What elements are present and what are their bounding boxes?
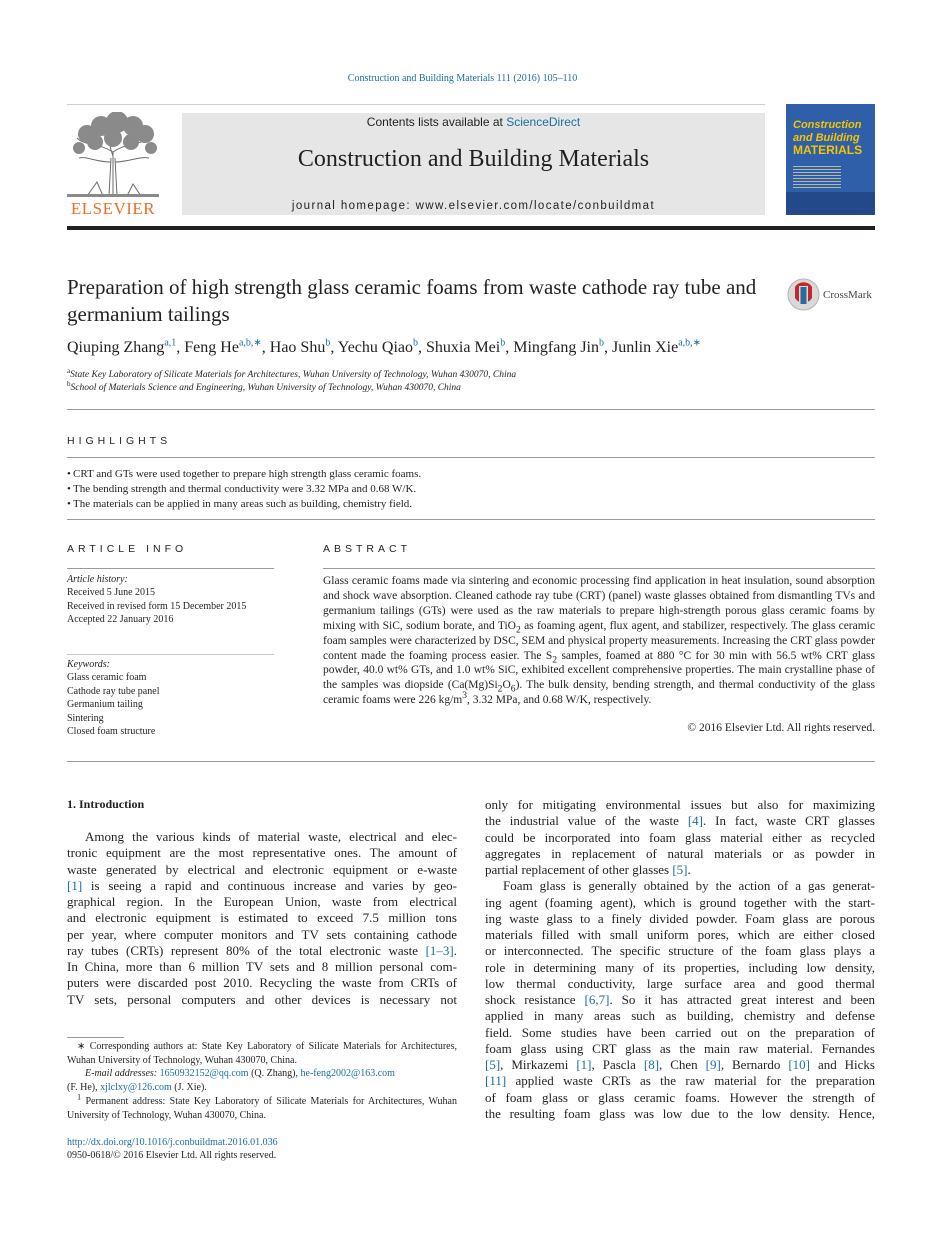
keyword: Sintering <box>67 712 104 724</box>
crossmark-icon[interactable] <box>787 278 820 311</box>
text-fragment: Among the various kinds of material waste, electrical and elec- <box>85 829 457 844</box>
text-fragment: , Mirkazemi <box>500 1057 577 1072</box>
article-title: Preparation of high strength glass ceramic foams from waste cathode ray tube and germanium tailings <box>67 275 757 326</box>
text-fragment: puters were discarded post 2010. Recycling the waste from CRTs of <box>67 975 457 991</box>
text-fragment: could be incorporated into foam glass material either as recycled <box>485 829 875 845</box>
author[interactable] <box>270 339 331 356</box>
footnote-corresponding <box>67 1040 457 1067</box>
author-name: Feng He <box>184 339 239 356</box>
citation-link[interactable]: [6,7] <box>584 992 610 1007</box>
subscript: 2 <box>552 653 558 665</box>
text-fragment: TV sets, personal computers and other devices is necessary not <box>67 991 457 1007</box>
highlight-item <box>67 498 412 510</box>
history-entry: Accepted 22 January 2016 <box>67 614 174 626</box>
issn-line: 0950-0618/© 2016 Elsevier Ltd. All rights reserved. <box>67 1150 277 1161</box>
email-link[interactable]: he-feng2002@163.com <box>300 1068 395 1079</box>
text-fragment: ing waste glass to a finely divided powder. Foam glass are porous <box>485 910 875 926</box>
keyword: Glass ceramic foam <box>67 672 147 684</box>
permanent-address: Permanent address: State Key Laboratory of Silicate Materials for Architectures, Wuhan University of Technology, Wuhan 430070, China. <box>67 1096 458 1121</box>
highlight-text: CRT and GTs were used together to prepare high strength glass ceramic foams. <box>73 468 422 480</box>
email-owner: (J. Xie). <box>174 1081 207 1093</box>
cover-title <box>793 119 862 157</box>
author[interactable] <box>338 339 418 356</box>
text-line <box>67 959 457 975</box>
author-affil-mark[interactable]: b <box>413 337 418 349</box>
text-line <box>485 960 875 976</box>
affiliation-mark: b <box>67 379 71 388</box>
text-fragment: the industrial value of the waste <box>485 813 688 829</box>
sciencedirect-link[interactable]: ScienceDirect <box>506 115 581 129</box>
citation-link[interactable]: [11] <box>485 1073 507 1089</box>
text-fragment: , Chen <box>659 1057 706 1072</box>
elsevier-logo <box>67 112 159 198</box>
text-fragment: the resulting foam glass was low due to the low density. Hence, <box>485 1105 875 1121</box>
footnote-rule <box>67 1037 124 1038</box>
text-fragment: is seeing a rapid and continuous increase and varies by geo- <box>82 877 457 893</box>
divider <box>67 568 274 569</box>
history-entry: Received 5 June 2015 <box>67 587 156 599</box>
text-fragment: foam glass using CRT glass as the main raw material. Fernandes <box>485 1040 875 1056</box>
abstract-fragment: , 3.32 MPa, and 0.68 W/K, respectively. <box>467 694 652 707</box>
author-name: Hao Shu <box>269 339 326 356</box>
author-name: Junlin Xie <box>612 339 679 356</box>
author-separator: , <box>505 339 514 356</box>
author-separator: , <box>330 339 338 356</box>
publisher-wordmark: ELSEVIER <box>70 199 156 218</box>
author-list <box>67 339 701 357</box>
highlights-heading: HIGHLIGHTS <box>67 435 172 447</box>
text-line <box>485 878 875 894</box>
text-fragment: , Pascla <box>591 1057 644 1072</box>
text-line <box>485 992 875 1008</box>
cover-graphic <box>786 192 875 215</box>
email-owner: (Q. Zhang), <box>251 1068 298 1079</box>
doi-link[interactable]: http://dx.doi.org/10.1016/j.conbuildmat.2016.01.036 <box>67 1137 278 1148</box>
article-info-heading: ARTICLE INFO <box>67 543 188 555</box>
subscript: 2 <box>497 683 503 695</box>
author-affil-mark[interactable]: a,1 <box>164 337 177 349</box>
text-fragment: ray tubes (CRTs) represent 80% of the total electronic waste <box>67 942 426 958</box>
header-thick-rule <box>67 226 875 230</box>
abstract-fragment: samples, foamed at 880 °C for 30 min with 56.5 wt% CRT glass powder, 40.0 wt% GTs, and 1.0 wt% SiC, exhibited excellent comprehensive properties. The main crystalline phase of the samples was diopside (Ca(Mg)Si <box>323 649 875 692</box>
journal-homepage[interactable]: journal homepage: www.elsevier.com/locate/conbuildmat <box>291 200 656 212</box>
text-line <box>485 1025 875 1041</box>
abstract-heading: ABSTRACT <box>323 543 412 555</box>
footnote-emails <box>67 1067 457 1094</box>
author-separator: , <box>604 339 612 356</box>
email-owner: (F. He), <box>67 1081 98 1093</box>
text-fragment: field. Some studies have been carried out on the preparation of <box>485 1024 875 1040</box>
author-separator: , <box>261 339 270 356</box>
text-line <box>67 992 457 1008</box>
abstract-fragment: as foaming agent, flux agent, and stabilizer, respectively. The glass ceramic foam samples were characterized by DSC, SEM and physical property measurements. Increasing the CRT glass powder content made the foaming process easier. The S <box>323 619 875 662</box>
text-line <box>485 895 875 911</box>
divider <box>323 568 875 569</box>
text-line <box>485 846 875 862</box>
author[interactable] <box>426 339 505 356</box>
intro-right-column <box>485 797 875 1122</box>
text-line <box>485 1090 875 1106</box>
keyword: Cathode ray tube panel <box>67 685 160 697</box>
citation-link[interactable]: [1] <box>576 1057 592 1072</box>
cover-title-line-1: Construction <box>793 119 862 131</box>
text-fragment: of foam glass or glass ceramic foams. However the strength of <box>485 1089 875 1105</box>
text-fragment: . So it has attracted great interest and been <box>609 992 875 1007</box>
corresponding-note: ∗ Corresponding authors at: State Key Laboratory of Silicate Materials for Architectures, Wuhan University of Technology, Wuhan 430070, China. <box>67 1041 457 1066</box>
bullet-icon: • <box>67 468 71 480</box>
author-affil-mark[interactable]: a,b,∗ <box>238 337 262 349</box>
history-label: Article history: <box>67 574 128 585</box>
divider <box>67 761 875 762</box>
history-entry: Received in revised form 15 December 2015 <box>67 600 247 612</box>
author-separator: , <box>176 339 185 356</box>
text-fragment: materials filled with small uniform pores, which are either closed <box>485 927 875 942</box>
journal-cover-image[interactable] <box>786 104 875 215</box>
cover-title-line-2: and Building <box>793 131 860 144</box>
bullet-icon: • <box>67 483 71 495</box>
cover-title-line-3: MATERIALS <box>793 143 863 157</box>
text-line <box>485 862 875 878</box>
affiliation <box>67 366 517 380</box>
text-fragment: . <box>453 942 457 958</box>
text-line <box>67 894 457 910</box>
email-link[interactable]: xjlclxy@126.com <box>100 1081 172 1093</box>
author[interactable] <box>612 339 701 356</box>
text-fragment: shock resistance <box>485 992 585 1007</box>
text-fragment: per year, where computer monitors and TV sets containing cathode <box>67 926 457 942</box>
subscript: 2 <box>515 624 521 636</box>
email-link[interactable]: 1650932152@qq.com <box>159 1068 249 1079</box>
text-line <box>485 1073 875 1089</box>
text-fragment: , Bernardo <box>720 1057 789 1072</box>
text-line <box>67 975 457 991</box>
text-line <box>67 878 457 894</box>
text-line <box>67 927 457 943</box>
text-fragment: and electronic equipment is estimated to exceed 7.5 million tons <box>67 910 457 926</box>
text-line <box>485 1041 875 1057</box>
text-fragment: . In fact, waste CRT glasses <box>703 813 875 829</box>
keyword: Closed foam structure <box>67 726 156 738</box>
article-history <box>67 573 246 627</box>
text-fragment: ing agent (foaming agent), which is ground together with the start- <box>485 894 875 910</box>
affiliation-mark: a <box>67 366 71 375</box>
text-fragment: tronic equipment are the most representative ones. The amount of <box>67 845 457 861</box>
keyword: Germanium tailing <box>67 699 143 711</box>
text-line <box>67 829 457 845</box>
text-line <box>67 910 457 926</box>
text-fragment: or interconnected. The specific structure of the foam glass plays a <box>485 943 875 959</box>
citation-link[interactable]: [5] <box>485 1057 501 1072</box>
text-line <box>485 911 875 927</box>
text-line <box>485 830 875 846</box>
highlight-text: The bending strength and thermal conductivity were 3.32 MPa and 0.68 W/K. <box>73 483 417 495</box>
text-line <box>485 943 875 959</box>
divider <box>67 519 875 520</box>
text-fragment: aggregates in replacement of natural materials or as powder in <box>485 845 875 861</box>
affiliation-text: School of Materials Science and Engineering, Wuhan University of Technology, Wuhan 430070, China <box>70 383 461 393</box>
author-name: Shuxia Mei <box>426 339 501 356</box>
author[interactable] <box>184 339 261 356</box>
author-name: Yechu Qiao <box>337 339 413 356</box>
text-line <box>485 813 875 829</box>
superscript: 3 <box>462 690 468 702</box>
footnote-permanent <box>67 1092 458 1122</box>
divider <box>67 409 875 410</box>
author-affil-mark[interactable]: a,b,∗ <box>678 337 702 349</box>
contents-prefix: Contents lists available at <box>366 115 507 129</box>
text-fragment: graphical region. In the European Union, waste from electrical <box>67 894 457 909</box>
text-fragment: Foam glass is generally obtained by the action of a gas generat- <box>503 878 875 894</box>
citation-link[interactable]: [10] <box>788 1057 810 1072</box>
section-heading: 1. Introduction <box>67 797 145 811</box>
text-fragment: role in determining many of its properties, including low density, <box>485 959 875 975</box>
author-separator: , <box>418 339 426 356</box>
abstract-fragment: O <box>502 679 511 692</box>
divider <box>67 457 875 458</box>
subscript: 6 <box>510 683 516 695</box>
contents-availability <box>182 115 765 129</box>
citation-link[interactable]: [1–3] <box>425 942 454 958</box>
author-name: Qiuping Zhang <box>67 339 165 356</box>
email-label: E-mail addresses: <box>85 1068 158 1079</box>
text-line <box>67 943 457 959</box>
text-fragment: waste generated by electrical and electronic equipment or e-waste <box>67 861 457 877</box>
text-line <box>485 1057 875 1073</box>
text-fragment: only for mitigating environmental issues but also for maximizing <box>485 797 875 812</box>
masthead-top-rule <box>67 104 765 105</box>
journal-title: Construction and Building Materials <box>297 146 650 172</box>
citation-link[interactable]: [4] <box>687 813 703 829</box>
text-line <box>485 797 875 813</box>
affiliation <box>67 379 461 393</box>
abstract-fragment: Glass ceramic foams made via sintering and economic processing find application in heat insulation, sound absorption and shock wave absorption. Cleaned cathode ray tube (CRT) (panel) waste glasses obtained from dismantling TVs and germanium tailings (GTs) were used as the raw materials to prepare high-strength porous glass ceramic foams by mixing with SiC, sodium borate, and TiO <box>323 575 875 632</box>
citation-link[interactable]: [5] <box>672 862 688 877</box>
keywords <box>67 658 159 738</box>
text-line <box>485 1106 875 1122</box>
text-fragment: In China, more than 6 million TV sets and 8 million personal com- <box>67 959 457 974</box>
divider <box>67 654 274 655</box>
author-name: Mingfang Jin <box>513 339 599 356</box>
highlight-item <box>67 483 416 495</box>
keywords-label: Keywords: <box>67 659 110 670</box>
author-affil-mark[interactable]: b <box>325 337 331 349</box>
text-fragment: applied waste CRTs as the raw material for the preparation <box>506 1073 875 1089</box>
bullet-icon: • <box>67 498 71 510</box>
footnote-mark: 1 <box>77 1092 82 1102</box>
text-fragment: partial replacement of other glasses <box>485 862 673 877</box>
cover-text-block <box>793 166 841 188</box>
author[interactable] <box>513 339 604 356</box>
text-fragment: applied in many areas such as building, chemistry and defense <box>485 1008 875 1024</box>
text-line <box>67 862 457 878</box>
author[interactable] <box>67 339 176 356</box>
text-line <box>67 845 457 861</box>
text-line <box>485 927 875 943</box>
abstract-text <box>323 574 875 708</box>
abstract-copyright: © 2016 Elsevier Ltd. All rights reserved. <box>687 722 875 734</box>
text-line <box>485 976 875 992</box>
crossmark-label[interactable]: CrossMark <box>823 289 872 301</box>
abstract-fragment: ). The bulk density, bending strength, and thermal conductivity of the glass ceramic foams were 226 kg/m <box>323 679 875 707</box>
citation-link[interactable]: [8] <box>643 1057 660 1072</box>
text-line <box>485 1008 875 1024</box>
citation-link[interactable]: [9] <box>705 1057 721 1072</box>
journal-masthead <box>182 113 765 215</box>
intro-left-column <box>67 829 457 1008</box>
journal-citation[interactable]: Construction and Building Materials 111 (2016) 105–110 <box>347 73 578 84</box>
text-fragment: low thermal conductivity, large surface area and good thermal <box>485 975 875 991</box>
highlight-item <box>67 468 421 480</box>
highlight-text: The materials can be applied in many areas such as building, chemistry field. <box>73 498 413 510</box>
affiliation-text: State Key Laboratory of Silicate Materials for Architectures, Wuhan University of Technology, Wuhan 430070, China <box>70 370 517 380</box>
author-affil-mark[interactable]: b <box>500 337 506 349</box>
citation-link[interactable]: [1] <box>67 877 83 893</box>
text-fragment: and Hicks <box>810 1057 875 1072</box>
text-fragment: . <box>687 862 691 877</box>
author-affil-mark[interactable]: b <box>599 337 604 349</box>
